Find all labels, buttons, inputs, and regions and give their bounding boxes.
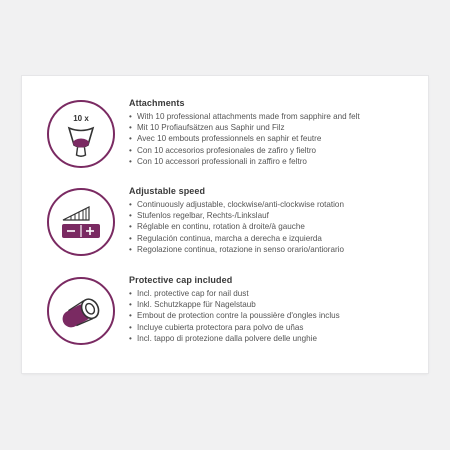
section-text [129, 275, 429, 344]
attachment-count-badge: 10 x [73, 114, 89, 123]
list-item: • Regulación continua, marcha a derecha e izquierda [129, 233, 429, 244]
attachment-cup-icon [47, 100, 115, 168]
list-item: • With 10 professional attachments made from sapphire and felt [129, 111, 429, 122]
section-text [129, 186, 429, 255]
list-item: • Réglable en continu, rotation à droite/à gauche [129, 221, 429, 232]
section-title: Adjustable speed [129, 186, 206, 196]
instruction-card [22, 76, 428, 373]
section-title: Protective cap included [129, 275, 233, 285]
list-item: • Regolazione continua, rotazione in senso orario/antiorario [129, 244, 429, 255]
list-item: • Avec 10 embouts professionnels en saphir et feutre [129, 133, 429, 144]
list-item: • Incl. protective cap for nail dust [129, 288, 429, 299]
section-text [129, 98, 429, 167]
list-item: • Con 10 accessori professionali in zaffiro e feltro [129, 156, 429, 167]
list-item: • Continuously adjustable, clockwise/anti-clockwise rotation [129, 199, 429, 210]
protective-cap-icon [47, 277, 115, 345]
speed-control-icon [47, 188, 115, 256]
list-item: • Inkl. Schutzkappe für Nagelstaub [129, 299, 429, 310]
list-item: • Incl. tappo di protezione dalla polvere delle unghie [129, 333, 429, 344]
section-title: Attachments [129, 98, 185, 108]
list-item: • Incluye cubierta protectora para polvo de uñas [129, 322, 429, 333]
list-item: • Stufenlos regelbar, Rechts-/Linkslauf [129, 210, 429, 221]
list-item: • Embout de protection contre la poussière d'ongles inclus [129, 310, 429, 321]
list-item: • Mit 10 Profiaufsätzen aus Saphir und Filz [129, 122, 429, 133]
list-item: • Con 10 accesorios profesionales de zafiro y fieltro [129, 145, 429, 156]
